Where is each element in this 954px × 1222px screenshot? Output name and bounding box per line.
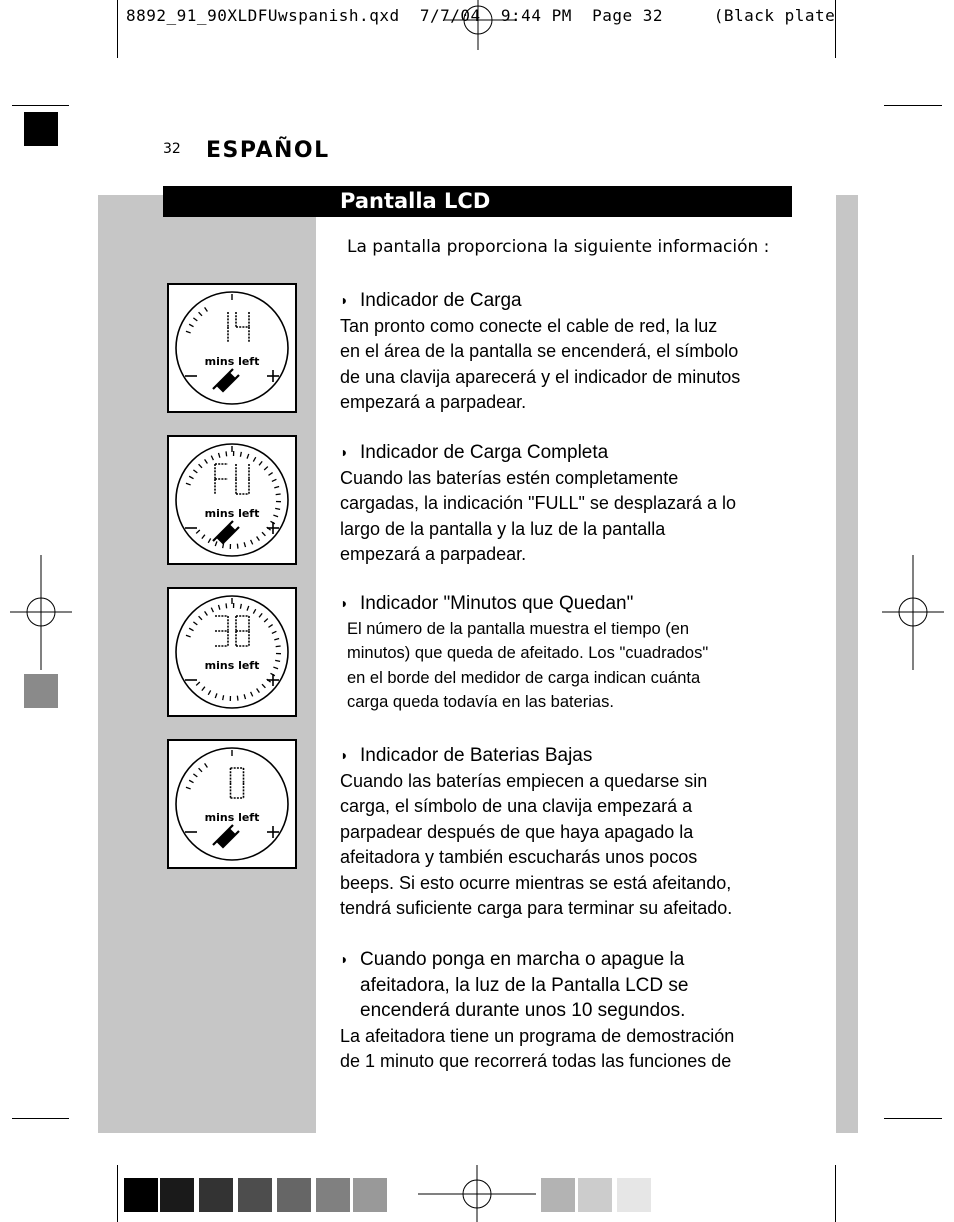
bullet-icon: ◗ — [340, 747, 349, 763]
intro-text: La pantalla proporciona la siguiente información : — [347, 237, 770, 257]
body-line: afeitadora y también escucharás unos pocos — [340, 847, 698, 867]
section-heading: Indicador de Baterias Bajas — [360, 745, 593, 766]
section-heading: Indicador de Carga — [360, 290, 522, 311]
plug-icon — [213, 825, 239, 847]
heading-line: afeitadora, la luz de la Pantalla LCD se — [360, 974, 689, 996]
color-swatch — [238, 1178, 272, 1212]
section-body — [340, 466, 800, 568]
lcd-mins-left-label: mins left — [204, 659, 260, 672]
section-heading: Indicador "Minutos que Quedan" — [360, 593, 634, 614]
body-line: en el borde del medidor de carga indican cuánta — [347, 668, 701, 687]
section-body — [340, 617, 800, 715]
crop-mark — [117, 1165, 118, 1222]
lcd-digit — [236, 616, 249, 646]
body-line: minutos) que queda de afeitado. Los "cuadrados" — [347, 644, 709, 662]
color-patch — [24, 674, 58, 708]
crop-mark — [12, 105, 69, 106]
print-slug: 8892_91_90XLDFUwspanish.qxd 7/7/04 9:44 PM Page 32 (Black plate — [126, 6, 836, 25]
section-minutes-left-indicator — [340, 591, 800, 715]
color-swatch — [578, 1178, 612, 1212]
language-heading: ESPAÑOL — [206, 138, 330, 163]
lcd-panel-minutes-left — [167, 587, 297, 717]
crop-mark — [835, 1165, 836, 1222]
crop-mark — [884, 105, 942, 106]
body-line: Tan pronto como conecte el cable de red, la luz — [340, 315, 718, 336]
color-swatch — [199, 1178, 233, 1212]
color-swatch — [277, 1178, 311, 1212]
crop-mark — [117, 0, 118, 58]
body-line: tendrá suficiente carga para terminar su afeitado. — [340, 898, 733, 918]
section-body — [340, 314, 800, 416]
body-line: carga queda todavía en las baterias. — [347, 693, 614, 711]
lcd-mins-left-label: mins left — [204, 811, 260, 824]
color-swatch — [316, 1178, 350, 1212]
section-low-battery-indicator — [340, 743, 800, 922]
body-line: largo de la pantalla y la luz de la pantalla — [340, 518, 666, 539]
color-patch — [24, 112, 58, 146]
right-grey-band — [836, 195, 858, 1133]
section-title: Pantalla LCD — [340, 189, 491, 213]
color-swatch — [160, 1178, 194, 1212]
crop-mark — [884, 1118, 942, 1119]
crop-mark — [12, 1118, 69, 1119]
body-line: Cuando las baterías empiecen a quedarse sin — [340, 770, 708, 791]
registration-mark-icon — [10, 555, 72, 670]
body-line: Cuando las baterías estén completamente — [340, 467, 679, 488]
lcd-digit — [215, 464, 228, 494]
lcd-digit — [231, 768, 244, 798]
lcd-panel-full — [167, 435, 297, 565]
bullet-icon: ◗ — [340, 595, 349, 611]
bullet-icon: ◗ — [340, 951, 349, 967]
body-line: parpadear después de que haya apagado la — [340, 821, 694, 842]
body-line: cargadas, la indicación "FULL" se desplazará a lo — [340, 493, 736, 513]
section-body — [340, 769, 800, 922]
heading-line: encenderá durante unos 10 segundos. — [360, 1000, 686, 1021]
registration-mark-icon — [882, 555, 944, 670]
registration-mark-icon — [418, 1165, 536, 1222]
body-line: El número de la pantalla muestra el tiempo (en — [347, 619, 690, 638]
plug-icon — [213, 369, 239, 391]
body-line: de una clavija aparecerá y el indicador de minutos — [340, 366, 741, 387]
section-full-charge-indicator — [340, 440, 800, 568]
plug-icon — [213, 521, 239, 543]
lcd-mins-left-label: mins left — [204, 507, 260, 520]
color-swatch — [124, 1178, 158, 1212]
color-swatch — [617, 1178, 651, 1212]
lcd-mins-left-label: mins left — [204, 355, 260, 368]
body-line: empezará a parpadear. — [340, 392, 527, 412]
body-line: en el área de la pantalla se encenderá, el símbolo — [340, 341, 739, 361]
bullet-icon: ◗ — [340, 292, 349, 308]
lcd-panel-low-battery — [167, 739, 297, 869]
lcd-digit — [236, 312, 249, 342]
body-line: beeps. Si esto ocurre mientras se está afeitando, — [340, 872, 732, 893]
body-line: carga, el símbolo de una clavija empezará a — [340, 796, 693, 816]
lcd-panel-charging — [167, 283, 297, 413]
section-charge-indicator — [340, 288, 800, 416]
registration-mark-icon — [445, 0, 515, 58]
bullet-icon: ◗ — [340, 444, 349, 460]
page-number: 32 — [163, 141, 181, 157]
body-line: empezará a parpadear. — [340, 544, 527, 564]
lcd-digit — [215, 616, 228, 646]
section-heading — [360, 947, 688, 1024]
heading-line: Cuando ponga en marcha o apague la — [360, 949, 685, 970]
color-swatch — [353, 1178, 387, 1212]
section-body — [340, 1024, 800, 1075]
body-line: La afeitadora tiene un programa de demostración — [340, 1025, 735, 1046]
section-heading: Indicador de Carga Completa — [360, 442, 609, 463]
section-backlight-note — [340, 947, 800, 1075]
lcd-digit — [236, 464, 249, 494]
crop-mark — [835, 0, 836, 58]
body-line: de 1 minuto que recorrerá todas las funciones de — [340, 1051, 732, 1071]
color-swatch — [541, 1178, 575, 1212]
